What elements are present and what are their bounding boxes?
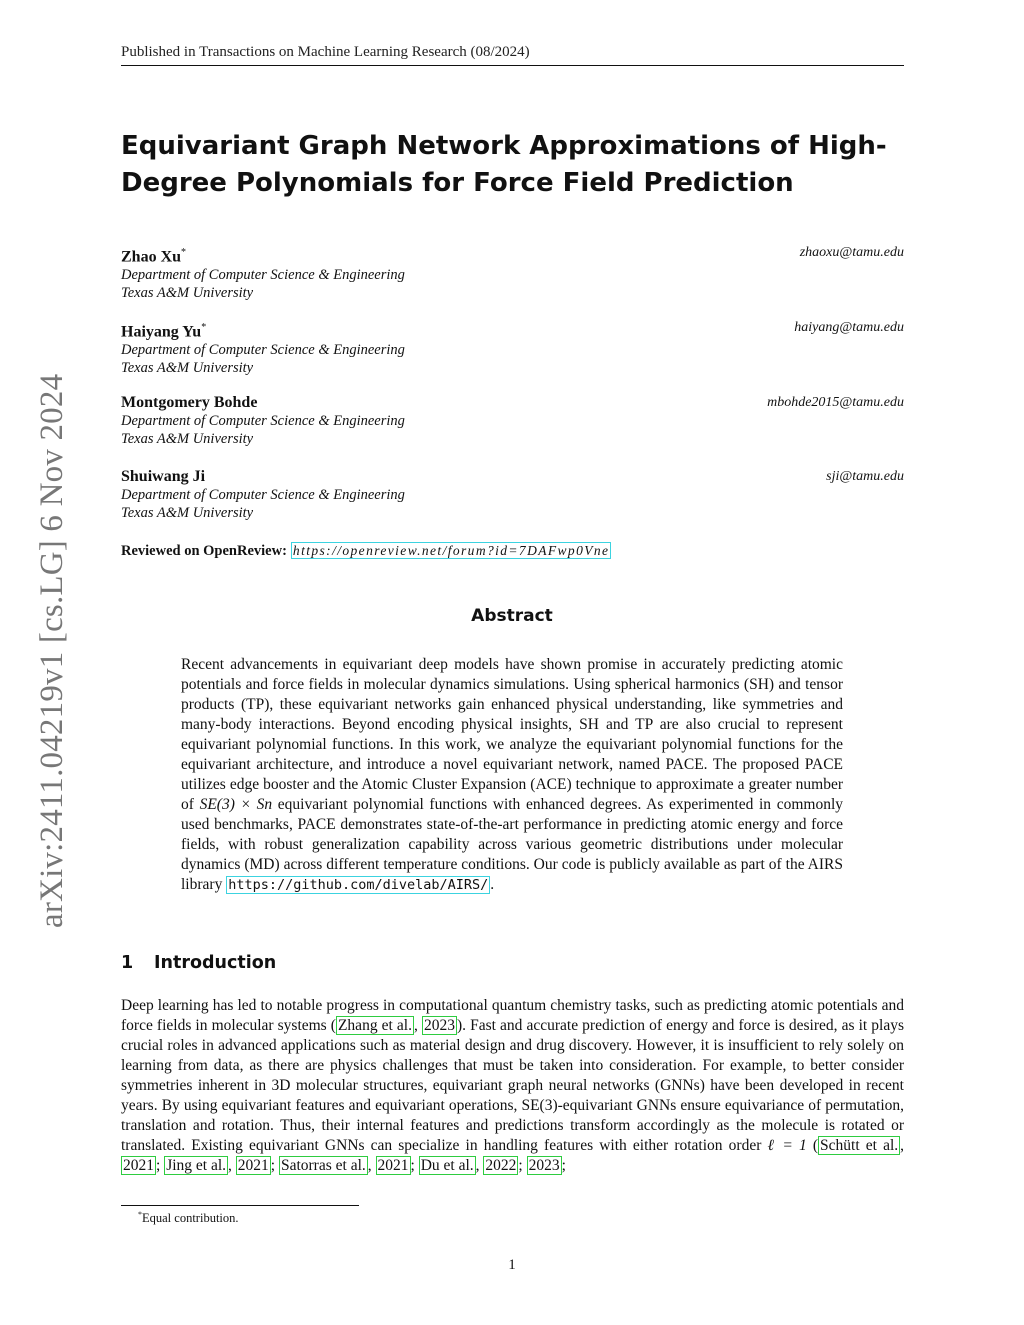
- citation-year-link[interactable]: 2023: [423, 1017, 455, 1034]
- citation-year-link[interactable]: 2021: [237, 1157, 269, 1174]
- arxiv-identifier: arXiv:2411.04219v1 [cs.LG] 6 Nov 2024: [34, 373, 70, 928]
- author-name: Zhao Xu: [121, 248, 182, 266]
- author-department: Department of Computer Science & Engineering: [121, 413, 405, 429]
- footnote: [138, 1210, 239, 1226]
- author-department: Department of Computer Science & Engineering: [121, 267, 405, 284]
- intro-math: ℓ = 1: [767, 1137, 807, 1154]
- github-link[interactable]: https://github.com/divelab/AIRS/: [228, 877, 489, 893]
- author-block: [121, 243, 904, 302]
- citation-year-link[interactable]: 2023: [528, 1157, 560, 1174]
- intro-text-continued: ). Fast and accurate prediction of energy and force is desired, as it plays crucial roles in advanced applications such as material design and drug discovery. However, it is insufficient to rely solely on learning from data, as there are physics challenges that must be taken into consideration. For example, to better consider symmetries inherent in 3D molecular structures, equivariant graph neural networks (GNNs) have been developed in recent years. By using equivariant features and equivariant operations, SE(3)-equivariant GNNs ensure equivariance of permutation, translation and rotation. Thus, their internal features and predictions transform accordingly as the molecule is rotated or translated. Existing equivariant GNNs can specialize in handling features with either rotation order: [121, 1017, 904, 1154]
- footnote-text: Equal contribution.: [142, 1211, 239, 1226]
- citation-year-link[interactable]: 2021: [377, 1157, 409, 1174]
- openreview-line: [121, 542, 611, 560]
- equal-contribution-mark: *: [181, 247, 187, 258]
- author-name: Montgomery Bohde: [121, 394, 258, 411]
- author-university: Texas A&M University: [121, 285, 254, 302]
- author-department: Department of Computer Science & Engineering: [121, 487, 405, 503]
- citation-link[interactable]: Zhang et al.: [337, 1017, 412, 1034]
- footnote-rule: [121, 1205, 359, 1206]
- section-title: Introduction: [154, 953, 277, 973]
- abstract-end: .: [490, 876, 495, 893]
- abstract-text: Recent advancements in equivariant deep models have shown promise in accurately predicting atomic potentials and force fields in molecular dynamics simulations. Using spherical harmonics (SH) and tensor products (TP), these equivariant networks gain enhanced physical understanding, like symmetries and many-body interactions. Beyond encoding physical insights, SH and TP are also crucial to represent equivariant polynomial functions. In this work, we analyze the equivariant polynomial functions for the equivariant architecture, and introduce a novel equivariant network, named PACE. The proposed PACE utilizes edge booster and the Atomic Cluster Expansion (ACE) technique to approximate a greater number of: [181, 656, 843, 813]
- openreview-label: Reviewed on OpenReview:: [121, 543, 287, 559]
- citation-link[interactable]: Du et al.: [420, 1157, 474, 1174]
- author-email[interactable]: sji@tamu.edu: [826, 469, 904, 484]
- citation-link[interactable]: Schütt et al.: [820, 1137, 899, 1154]
- author-block: [121, 318, 904, 377]
- header-rule: [121, 65, 904, 66]
- footnote-mark: *: [138, 1210, 142, 1219]
- author-email[interactable]: haiyang@tamu.edu: [794, 320, 904, 335]
- author-email[interactable]: zhaoxu@tamu.edu: [799, 245, 904, 260]
- author-block: [121, 467, 904, 522]
- author-university: Texas A&M University: [121, 431, 254, 447]
- citation-link[interactable]: Satorras et al.: [280, 1157, 366, 1174]
- intro-text: Deep learning has led to notable progress in computational quantum chemistry tasks, such as predicting atomic potentials and force fields in molecular systems (: [121, 997, 904, 1034]
- author-name: Shuiwang Ji: [121, 468, 206, 485]
- section-number: 1: [121, 953, 134, 973]
- author-university: Texas A&M University: [121, 505, 254, 521]
- page-number: 1: [508, 1257, 516, 1273]
- abstract-body: [181, 655, 843, 895]
- author-name: Haiyang Yu: [121, 323, 202, 341]
- abstract-math: SE(3) × Sn: [199, 796, 273, 813]
- introduction-body: Deep learning has led to notable progress in computational quantum chemistry tasks, such as predicting atomic potentials and force fields in molecular systems ( Zhang et al. , 2023 ). Fast and accurate prediction of energy and force is desired, as it plays crucial roles in advanced applications such as material design and drug discovery. However, it is insufficient to rely solely on learning from data, as there are physics challenges that must be taken into consideration. For example, to better consider symmetries inherent in 3D molecular structures, equivariant graph neural networks (GNNs) have been developed in recent years. By using equivariant features and equivariant operations, SE(3)-equivariant GNNs ensure equivariance of permutation, translation and rotation. Thus, their internal features and predictions transform accordingly as the molecule is rotated or translated. Existing equivariant GNNs can specialize in handling features with either rotation order ℓ = 1 ( Schütt et al. , 2021 ; Jing et al. , 2021 ; Satorras et al. , 2021 ; Du et al. , 2022 ; 2023 ;: [121, 997, 905, 1174]
- openreview-link[interactable]: https://openreview.net/forum?id=7DAFwp0Vne: [292, 543, 610, 558]
- citation-year-link[interactable]: 2021: [123, 1157, 154, 1174]
- abstract-text-continued: equivariant polynomial functions with enhanced degrees. As experimented in commonly used benchmarks, PACE demonstrates state-of-the-art performance in predicting atomic energy and force fields, with robust generalization capability across various geometric distributions under molecular dynamics (MD) across different temperature conditions. Our code is publicly available as part of the AIRS library: [181, 796, 844, 893]
- author-email[interactable]: mbohde2015@tamu.edu: [767, 395, 904, 410]
- author-university: Texas A&M University: [121, 360, 254, 377]
- journal-header: Published in Transactions on Machine Learning Research (08/2024): [121, 44, 530, 60]
- section-heading: [121, 953, 276, 973]
- author-department: Department of Computer Science & Engineering: [121, 342, 405, 359]
- citation-link[interactable]: Jing et al.: [166, 1157, 227, 1174]
- abstract-heading: Abstract: [471, 606, 553, 626]
- author-block: [121, 393, 904, 448]
- paper-title: Equivariant Graph Network Approximations of High-Degree Polynomials for Force Field Prediction: [121, 131, 887, 198]
- equal-contribution-mark: *: [201, 322, 207, 333]
- citation-year-link[interactable]: 2022: [485, 1157, 517, 1174]
